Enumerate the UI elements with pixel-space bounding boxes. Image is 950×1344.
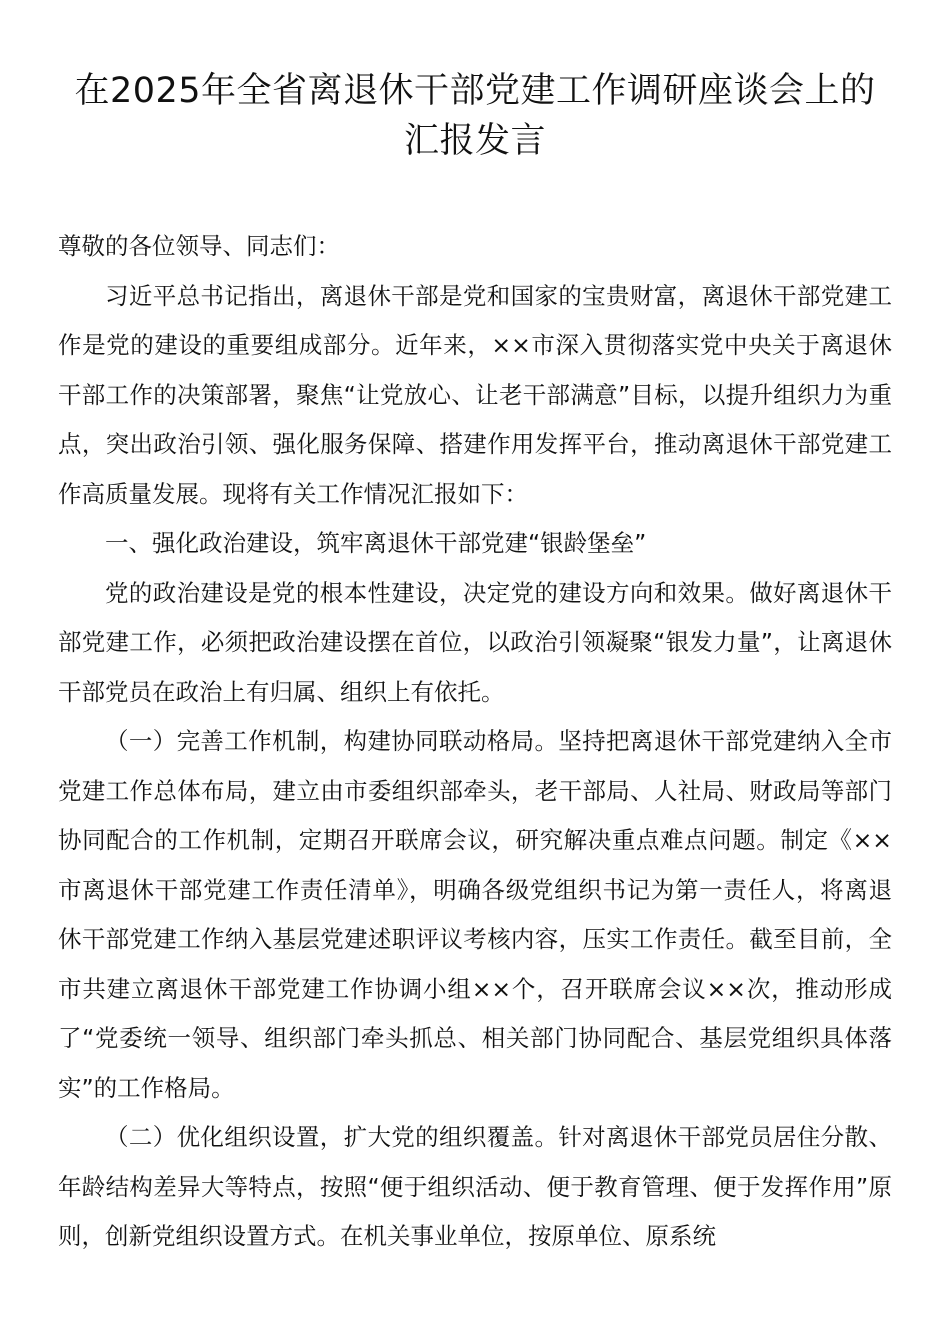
section-heading-1: 一、强化政治建设，筑牢离退休干部党建“银龄堡垒” [105,529,647,557]
paragraph-intro: 习近平总书记指出，离退休干部是党和国家的宝贵财富，离退休干部党建工作是党的建设的重要组成部分。近年来，××市深入贯彻落实党中央关于离退休干部工作的决策部署，聚焦“让党放心、让老干部满意”目标，以提升组织力为重点，突出政治引领、强化服务保障、搭建作用发挥平台，推动离退休干部党建工作高质量发展。现将有关工作情况汇报如下： [58,281,892,508]
salutation: 尊敬的各位领导、同志们： [58,232,340,260]
paragraph-section-1: 党的政治建设是党的根本性建设，决定党的建设方向和效果。做好离退休干部党建工作，必须把政治建设摆在首位，以政治引领凝聚“银发力量”，让离退休干部党员在政治上有归属、组织上有依托。 [58,578,892,706]
document-body [58,222,892,1262]
paragraph-subsection-1: （一）完善工作机制，构建协同联动格局。坚持把离退休干部党建纳入全市党建工作总体布局，建立由市委组织部牵头，老干部局、人社局、财政局等部门协同配合的工作机制，定期召开联席会议，研究解决重点难点问题。制定《××市离退休干部党建工作责任清单》，明确各级党组织书记为第一责任人，将离退休干部党建工作纳入基层党建述职评议考核内容，压实工作责任。截至目前，全市共建立离退休干部党建工作协调小组××个，召开联席会议××次，推动形成了“党委统一领导、组织部门牵头抓总、相关部门协同配合、基层党组织具体落实”的工作格局。 [58,727,892,1102]
title-line-1: 在2025年全省离退休干部党建工作调研座谈会上的 [74,71,876,111]
title-line-2: 汇报发言 [403,121,546,161]
document-title [40,66,910,166]
paragraph-subsection-2: （二）优化组织设置，扩大党的组织覆盖。针对离退休干部党员居住分散、年龄结构差异大等特点，按照“便于组织活动、便于教育管理、便于发挥作用”原则，创新党组织设置方式。在机关事业单位，按原单位、原系统 [58,1123,892,1250]
